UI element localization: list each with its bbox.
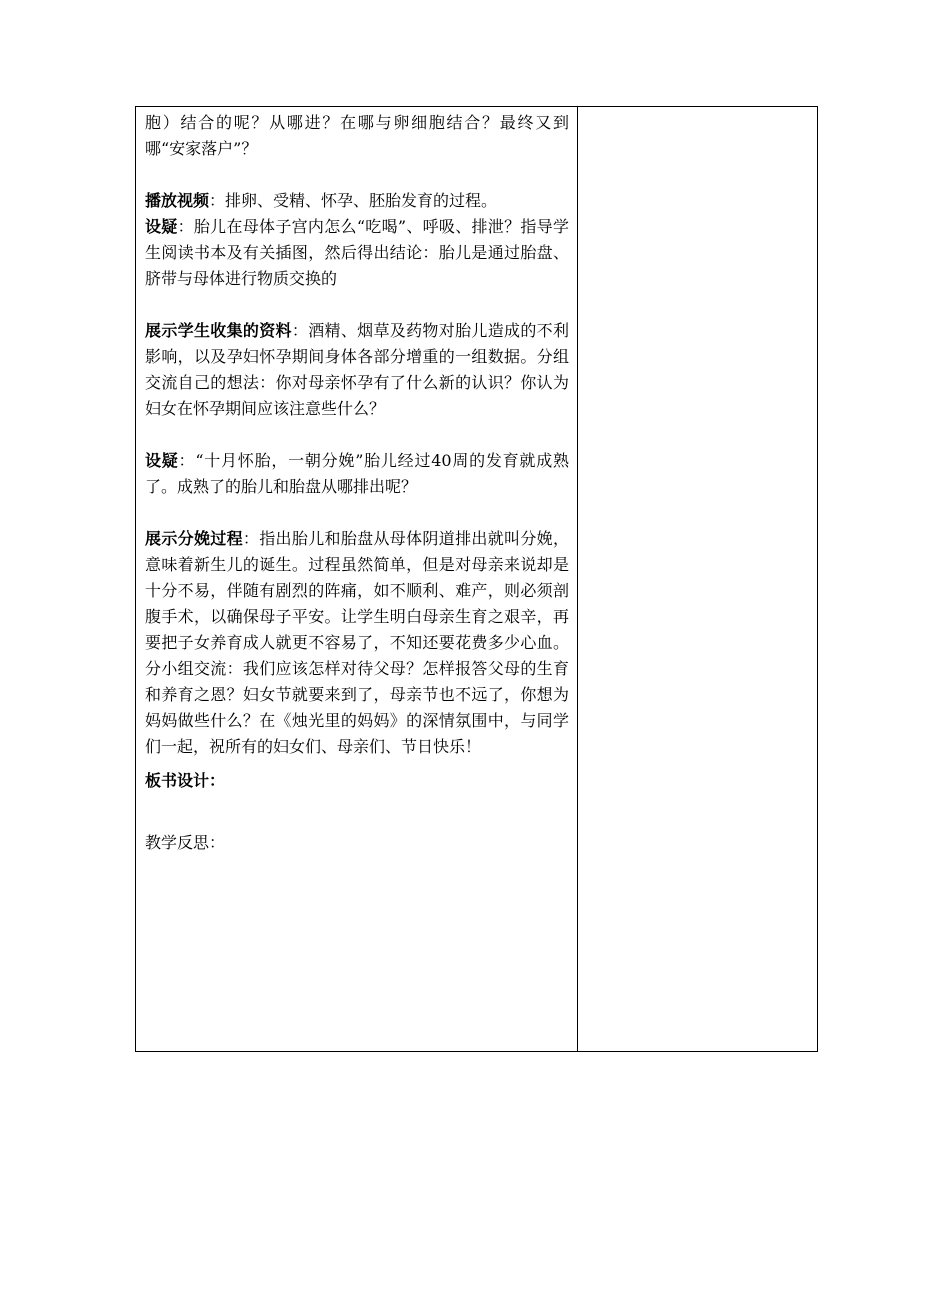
- play-video-text: ：排卵、受精、怀孕、胚胎发育的过程。: [209, 191, 498, 210]
- question-label: 设疑: [145, 217, 178, 236]
- delivery-process-label: 展示分娩过程: [145, 529, 243, 548]
- paragraph-question-intro: 胞）结合的呢？从哪进？在哪与卵细胞结合？最终又到哪“安家落户”？: [145, 113, 569, 158]
- question-birth-text: ：“十月怀胎，一朝分娩”胎儿经过40周的发育就成熟了。成熟了的胎儿和胎盘从哪排出呢？: [145, 451, 569, 496]
- teaching-reflection-label: 教学反思：: [145, 833, 226, 852]
- question-label: 设疑: [145, 451, 179, 470]
- question-fetus-text: ：胎儿在母体子宫内怎么“吃喝”、呼吸、排泄？指导学生阅读书本及有关插图，然后得出结论：胎儿是通过胎盘、脐带与母体进行物质交换的: [145, 217, 569, 288]
- spacer: [145, 500, 569, 526]
- paragraph-question-fetus: [145, 214, 569, 292]
- spacer: [145, 794, 569, 830]
- notes-cell: [578, 107, 817, 1051]
- spacer: [145, 292, 569, 318]
- spacer: [145, 760, 569, 768]
- delivery-process-text: ：指出胎儿和胎盘从母体阴道排出就叫分娩，意味着新生儿的诞生。过程虽然简单，但是对母亲来说却是十分不易，伴随有剧烈的阵痛，如不顺利、难产，则必须剖腹手术，以确保母子平安。让学生明白母亲生育之艰辛，再要把子女养育成人就更不容易了，不知还要花费多少心血。分小组交流：我们应该怎样对待父母？怎样报答父母的生育和养育之恩？妇女节就要来到了，母亲节也不远了，你想为妈妈做些什么？在《烛光里的妈妈》的深情氛围中，与同学们一起，祝所有的妇女们、母亲们、节日快乐！: [145, 529, 569, 756]
- board-design-label: 板书设计：: [145, 771, 226, 790]
- student-materials-text: ：酒精、烟草及药物对胎儿造成的不利影响，以及孕妇怀孕期间身体各部分增重的一组数据。分组交流自己的想法：你对母亲怀孕有了什么新的认识？你认为妇女在怀孕期间应该注意些什么？: [145, 321, 569, 418]
- spacer: [145, 162, 569, 188]
- student-materials-label: 展示学生收集的资料: [145, 321, 292, 340]
- spacer: [145, 422, 569, 448]
- paragraph-student-materials: [145, 318, 569, 422]
- lesson-content-cell: [136, 107, 578, 1051]
- play-video-label: 播放视频: [145, 191, 210, 210]
- paragraph-play-video: [145, 188, 569, 214]
- lesson-plan-table: [135, 106, 818, 1052]
- paragraph-delivery-process: [145, 526, 569, 760]
- paragraph-question-birth: [145, 448, 569, 500]
